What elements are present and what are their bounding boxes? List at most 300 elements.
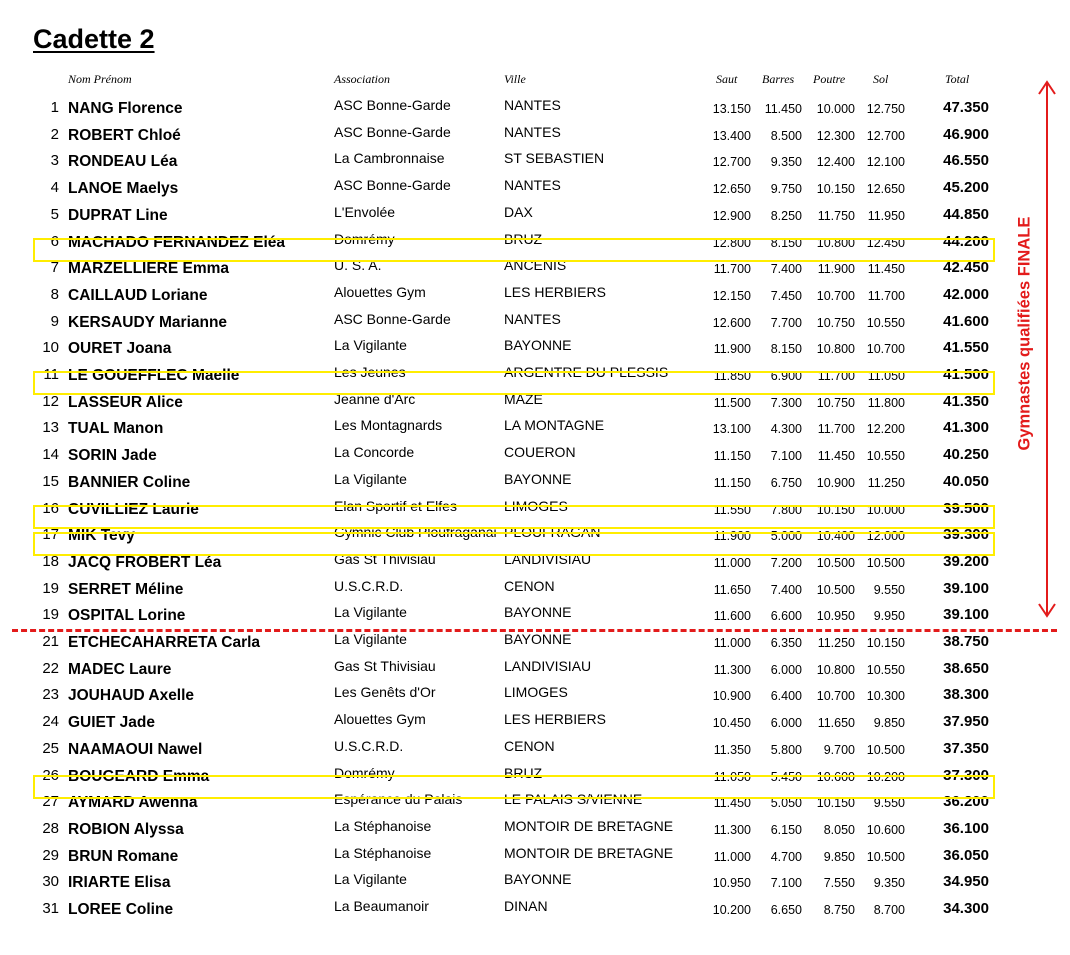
qualification-cutoff-line bbox=[12, 629, 1057, 632]
ville-cell: LANDIVISIAU bbox=[504, 550, 592, 567]
name-cell: BOUGEARD Emma bbox=[68, 767, 210, 785]
sol-cell: 11.700 bbox=[867, 288, 905, 303]
rank-cell: 28 bbox=[42, 819, 59, 837]
poutre-cell: 8.050 bbox=[823, 822, 855, 837]
poutre-cell: 10.800 bbox=[816, 235, 855, 250]
table-row bbox=[0, 524, 1070, 550]
poutre-cell: 11.700 bbox=[817, 369, 855, 383]
poutre-cell: 12.300 bbox=[816, 128, 855, 143]
total-cell: 42.000 bbox=[943, 285, 989, 303]
poutre-cell: 10.000 bbox=[816, 102, 855, 116]
sol-cell: 10.500 bbox=[866, 849, 905, 864]
ville-cell: LIMOGES bbox=[504, 684, 568, 701]
association-cell: Les Montagnards bbox=[334, 417, 443, 434]
saut-cell: 10.900 bbox=[712, 689, 751, 704]
saut-cell: 13.400 bbox=[712, 128, 751, 143]
poutre-cell: 10.700 bbox=[816, 288, 855, 303]
association-cell: Jeanne d'Arc bbox=[334, 390, 416, 407]
saut-cell: 11.300 bbox=[713, 822, 751, 837]
saut-cell: 11.000 bbox=[713, 849, 751, 864]
saut-cell: 11.150 bbox=[713, 475, 751, 490]
sol-cell: 10.200 bbox=[866, 769, 905, 784]
rank-cell: 23 bbox=[42, 686, 59, 704]
saut-cell: 11.000 bbox=[713, 636, 751, 650]
association-cell: ASC Bonne-Garde bbox=[334, 177, 451, 194]
name-cell: MIK Tevy bbox=[68, 527, 135, 545]
total-cell: 38.750 bbox=[943, 633, 989, 650]
column-header-sol: Sol bbox=[873, 72, 889, 86]
total-cell: 41.500 bbox=[943, 366, 989, 383]
sol-cell: 11.250 bbox=[867, 475, 905, 490]
name-cell: AYMARD Awenna bbox=[68, 794, 198, 812]
column-header-association: Association bbox=[334, 72, 390, 86]
total-cell: 38.300 bbox=[943, 686, 989, 704]
saut-cell: 11.050 bbox=[713, 769, 751, 784]
rank-cell: 10 bbox=[42, 339, 59, 357]
name-cell: CUVILLIEZ Laurie bbox=[68, 500, 199, 518]
barres-cell: 5.000 bbox=[770, 529, 802, 544]
association-cell: ASC Bonne-Garde bbox=[334, 310, 451, 327]
sol-cell: 10.550 bbox=[866, 315, 905, 330]
saut-cell: 11.150 bbox=[713, 449, 751, 464]
poutre-cell: 11.650 bbox=[817, 716, 855, 731]
saut-cell: 11.900 bbox=[713, 342, 751, 357]
rank-cell: 14 bbox=[42, 446, 59, 464]
barres-cell: 8.250 bbox=[770, 208, 802, 223]
name-cell: LE GOUEFFLEC Maelle bbox=[68, 367, 240, 384]
rank-cell: 15 bbox=[42, 472, 59, 490]
ville-cell: NANTES bbox=[504, 310, 561, 327]
association-cell: Espérance du Palais bbox=[334, 791, 463, 808]
total-cell: 34.300 bbox=[943, 900, 989, 917]
table-row bbox=[0, 284, 1070, 310]
association-cell: La Beaumanoir bbox=[334, 898, 429, 914]
column-header-barres: Barres bbox=[762, 72, 795, 86]
barres-cell: 7.200 bbox=[770, 555, 802, 570]
ville-cell: BRUZ bbox=[504, 230, 543, 247]
total-cell: 39.200 bbox=[943, 552, 989, 570]
poutre-cell: 10.900 bbox=[816, 475, 855, 490]
total-cell: 44.850 bbox=[943, 205, 989, 223]
saut-cell: 11.900 bbox=[713, 529, 751, 544]
poutre-cell: 11.250 bbox=[817, 636, 855, 650]
barres-cell: 5.050 bbox=[770, 796, 802, 811]
sol-cell: 11.450 bbox=[867, 262, 905, 277]
total-cell: 41.600 bbox=[943, 312, 989, 330]
total-cell: 40.050 bbox=[943, 472, 989, 490]
sol-cell: 9.350 bbox=[873, 876, 905, 891]
association-cell: Domrémy bbox=[334, 230, 395, 247]
ville-cell: MAZE bbox=[504, 390, 543, 407]
ville-cell: CENON bbox=[504, 737, 555, 754]
association-cell: La Vigilante bbox=[334, 871, 407, 888]
sol-cell: 10.600 bbox=[866, 822, 905, 837]
total-cell: 42.450 bbox=[943, 259, 989, 277]
barres-cell: 8.150 bbox=[770, 342, 802, 357]
poutre-cell: 10.150 bbox=[816, 502, 855, 517]
table-row bbox=[0, 845, 1070, 871]
name-cell: NANG Florence bbox=[68, 100, 183, 117]
table-row bbox=[0, 711, 1070, 737]
barres-cell: 7.300 bbox=[770, 395, 802, 410]
poutre-cell: 10.750 bbox=[816, 315, 855, 330]
association-cell: U. S. A. bbox=[334, 257, 382, 274]
sol-cell: 10.000 bbox=[866, 502, 905, 517]
total-cell: 39.100 bbox=[943, 606, 989, 624]
qualification-range-arrow bbox=[1034, 80, 1060, 620]
name-cell: ETCHECAHARRETA Carla bbox=[68, 634, 261, 651]
rank-cell: 3 bbox=[50, 152, 59, 170]
total-cell: 37.350 bbox=[943, 739, 989, 757]
barres-cell: 7.400 bbox=[770, 582, 802, 597]
sol-cell: 10.500 bbox=[866, 555, 905, 570]
barres-cell: 4.300 bbox=[770, 422, 802, 437]
table-row bbox=[0, 177, 1070, 203]
sol-cell: 12.200 bbox=[866, 422, 905, 437]
name-cell: KERSAUDY Marianne bbox=[68, 313, 228, 331]
sol-cell: 9.550 bbox=[873, 796, 905, 811]
name-cell: LANOE Maelys bbox=[68, 180, 179, 198]
total-cell: 36.100 bbox=[943, 819, 989, 837]
poutre-cell: 10.500 bbox=[816, 555, 855, 570]
rank-cell: 4 bbox=[50, 179, 59, 197]
barres-cell: 6.900 bbox=[770, 369, 802, 383]
ville-cell: CENON bbox=[504, 577, 555, 594]
ville-cell: LIMOGES bbox=[504, 497, 568, 514]
ville-cell: PLOUFRAGAN bbox=[504, 524, 601, 541]
barres-cell: 7.450 bbox=[770, 288, 802, 303]
sol-cell: 10.550 bbox=[866, 449, 905, 464]
association-cell: Gymnic Club Ploufraganai bbox=[334, 524, 497, 541]
ville-cell: LANDIVISIAU bbox=[504, 657, 592, 674]
saut-cell: 11.850 bbox=[713, 369, 751, 383]
total-cell: 44.200 bbox=[943, 232, 989, 250]
total-cell: 36.200 bbox=[943, 793, 989, 811]
table-row bbox=[0, 417, 1070, 443]
table-row bbox=[0, 471, 1070, 497]
association-cell: La Vigilante bbox=[334, 604, 407, 621]
ville-cell: MONTOIR DE BRETAGNE bbox=[504, 844, 674, 861]
poutre-cell: 10.150 bbox=[816, 182, 855, 197]
total-cell: 39.500 bbox=[943, 499, 989, 517]
sol-cell: 12.750 bbox=[866, 102, 905, 116]
table-row bbox=[0, 311, 1070, 337]
saut-cell: 12.650 bbox=[712, 182, 751, 197]
poutre-cell: 11.750 bbox=[817, 208, 855, 223]
rank-cell: 19 bbox=[42, 606, 59, 624]
total-cell: 37.300 bbox=[943, 766, 989, 784]
ville-cell: COUERON bbox=[504, 444, 576, 461]
name-cell: LASSEUR Alice bbox=[68, 393, 183, 411]
sol-cell: 10.500 bbox=[866, 742, 905, 757]
name-cell: NAAMAOUI Nawel bbox=[68, 740, 203, 758]
name-cell: BANNIER Coline bbox=[68, 473, 191, 491]
barres-cell: 7.400 bbox=[770, 262, 802, 277]
saut-cell: 12.150 bbox=[712, 288, 751, 303]
column-header-ville: Ville bbox=[504, 72, 526, 86]
column-header-total: Total bbox=[945, 72, 970, 86]
barres-cell: 8.500 bbox=[770, 128, 802, 143]
table-row bbox=[0, 658, 1070, 684]
ville-cell: BRUZ bbox=[504, 764, 543, 781]
sol-cell: 12.000 bbox=[866, 529, 905, 544]
table-row bbox=[0, 551, 1070, 577]
saut-cell: 11.700 bbox=[713, 262, 751, 277]
rank-cell: 16 bbox=[42, 499, 59, 517]
ville-cell: DINAN bbox=[504, 898, 548, 914]
ville-cell: LES HERBIERS bbox=[504, 711, 606, 728]
rank-cell: 29 bbox=[42, 846, 59, 864]
poutre-cell: 10.800 bbox=[816, 662, 855, 677]
rank-cell: 11 bbox=[43, 366, 59, 383]
total-cell: 41.300 bbox=[943, 419, 989, 437]
association-cell: La Cambronnaise bbox=[334, 150, 445, 167]
sol-cell: 12.100 bbox=[866, 155, 905, 170]
association-cell: Les Jeunes bbox=[334, 364, 406, 380]
rank-cell: 18 bbox=[42, 552, 59, 570]
saut-cell: 11.600 bbox=[713, 609, 751, 624]
ville-cell: ANCENIS bbox=[504, 257, 567, 274]
barres-cell: 6.400 bbox=[770, 689, 802, 704]
rank-cell: 27 bbox=[42, 793, 59, 811]
table-row bbox=[0, 684, 1070, 710]
poutre-cell: 10.800 bbox=[816, 342, 855, 357]
ville-cell: BAYONNE bbox=[504, 470, 572, 487]
rank-cell: 30 bbox=[42, 873, 59, 891]
barres-cell: 7.700 bbox=[770, 315, 802, 330]
name-cell: BRUN Romane bbox=[68, 847, 179, 865]
poutre-cell: 10.600 bbox=[816, 769, 855, 784]
table-row bbox=[0, 444, 1070, 470]
barres-cell: 6.750 bbox=[770, 475, 802, 490]
barres-cell: 6.150 bbox=[770, 822, 802, 837]
sol-cell: 9.850 bbox=[873, 716, 905, 731]
sol-cell: 10.550 bbox=[866, 662, 905, 677]
saut-cell: 11.000 bbox=[713, 555, 751, 570]
table-row bbox=[0, 124, 1070, 150]
name-cell: GUIET Jade bbox=[68, 714, 155, 732]
rank-cell: 12 bbox=[42, 392, 59, 410]
rank-cell: 7 bbox=[50, 259, 59, 277]
name-cell: IRIARTE Elisa bbox=[68, 874, 171, 892]
rank-cell: 22 bbox=[42, 659, 59, 677]
saut-cell: 13.150 bbox=[712, 102, 751, 116]
poutre-cell: 9.850 bbox=[823, 849, 855, 864]
barres-cell: 6.000 bbox=[770, 662, 802, 677]
rank-cell: 19 bbox=[42, 579, 59, 597]
name-cell: RONDEAU Léa bbox=[68, 153, 178, 171]
barres-cell: 6.600 bbox=[770, 609, 802, 624]
sol-cell: 11.950 bbox=[867, 208, 905, 223]
rank-cell: 8 bbox=[50, 285, 59, 303]
barres-cell: 4.700 bbox=[770, 849, 802, 864]
table-row bbox=[0, 498, 1070, 524]
poutre-cell: 11.450 bbox=[817, 449, 855, 464]
poutre-cell: 11.900 bbox=[817, 262, 855, 277]
rank-cell: 5 bbox=[50, 205, 59, 223]
association-cell: ASC Bonne-Garde bbox=[334, 123, 451, 140]
table-row bbox=[0, 765, 1070, 791]
association-cell: Les Genêts d'Or bbox=[334, 684, 436, 701]
table-row bbox=[0, 204, 1070, 230]
association-cell: La Stéphanoise bbox=[334, 817, 432, 834]
rank-cell: 21 bbox=[42, 633, 59, 650]
total-cell: 36.050 bbox=[943, 846, 989, 864]
table-row bbox=[0, 871, 1070, 897]
sol-cell: 9.550 bbox=[873, 582, 905, 597]
name-cell: CAILLAUD Loriane bbox=[68, 286, 208, 304]
poutre-cell: 10.700 bbox=[816, 689, 855, 704]
association-cell: U.S.C.R.D. bbox=[334, 737, 404, 754]
rank-cell: 24 bbox=[42, 713, 59, 731]
saut-cell: 10.200 bbox=[712, 903, 751, 917]
barres-cell: 7.800 bbox=[770, 502, 802, 517]
barres-cell: 8.150 bbox=[770, 235, 802, 250]
association-cell: La Vigilante bbox=[334, 470, 407, 487]
column-header-poutre: Poutre bbox=[813, 72, 846, 86]
table-row bbox=[0, 364, 1070, 390]
association-cell: Elan Sportif et Elfes bbox=[334, 497, 457, 514]
column-header-name: Nom Prénom bbox=[68, 72, 132, 86]
name-cell: ROBERT Chloé bbox=[68, 126, 181, 144]
name-cell: OURET Joana bbox=[68, 340, 172, 358]
saut-cell: 11.550 bbox=[713, 502, 751, 517]
name-cell: TUAL Manon bbox=[68, 420, 164, 438]
sol-cell: 11.800 bbox=[867, 395, 905, 410]
association-cell: Gas St Thivisiau bbox=[334, 657, 436, 674]
association-cell: La Stéphanoise bbox=[334, 844, 432, 861]
total-cell: 39.100 bbox=[943, 579, 989, 597]
barres-cell: 6.000 bbox=[770, 716, 802, 731]
sol-cell: 12.450 bbox=[866, 235, 905, 250]
name-cell: SERRET Méline bbox=[68, 580, 184, 598]
name-cell: DUPRAT Line bbox=[68, 206, 168, 224]
saut-cell: 12.900 bbox=[712, 208, 751, 223]
association-cell: ASC Bonne-Garde bbox=[334, 97, 451, 113]
association-cell: L'Envolée bbox=[334, 203, 396, 220]
association-cell: La Concorde bbox=[334, 444, 415, 461]
saut-cell: 12.600 bbox=[712, 315, 751, 330]
total-cell: 37.950 bbox=[943, 713, 989, 731]
table-row bbox=[0, 337, 1070, 363]
poutre-cell: 10.400 bbox=[816, 529, 855, 544]
total-cell: 34.950 bbox=[943, 873, 989, 891]
table-row bbox=[0, 578, 1070, 604]
rank-cell: 13 bbox=[42, 419, 59, 437]
saut-cell: 11.650 bbox=[713, 582, 751, 597]
sol-cell: 9.950 bbox=[873, 609, 905, 624]
saut-cell: 13.100 bbox=[712, 422, 751, 437]
name-cell: MARZELLIERE Emma bbox=[68, 260, 230, 278]
ville-cell: DAX bbox=[504, 203, 533, 220]
ville-cell: NANTES bbox=[504, 97, 561, 113]
sol-cell: 11.050 bbox=[867, 369, 905, 383]
rank-cell: 2 bbox=[50, 125, 59, 143]
sol-cell: 8.700 bbox=[873, 903, 905, 917]
table-row bbox=[0, 818, 1070, 844]
poutre-cell: 10.500 bbox=[816, 582, 855, 597]
barres-cell: 6.650 bbox=[770, 903, 802, 917]
poutre-cell: 7.550 bbox=[823, 876, 855, 891]
saut-cell: 10.450 bbox=[712, 716, 751, 731]
rank-cell: 9 bbox=[50, 312, 59, 330]
ville-cell: BAYONNE bbox=[504, 604, 572, 621]
association-cell: Alouettes Gym bbox=[334, 283, 426, 300]
ville-cell: NANTES bbox=[504, 123, 561, 140]
saut-cell: 12.800 bbox=[712, 235, 751, 250]
ville-cell: LES HERBIERS bbox=[504, 283, 606, 300]
page-title: Cadette 2 bbox=[33, 24, 155, 54]
rank-cell: 26 bbox=[42, 766, 59, 784]
ville-cell: ST SEBASTIEN bbox=[504, 150, 605, 167]
total-cell: 39.300 bbox=[943, 526, 989, 544]
barres-cell: 5.450 bbox=[770, 769, 802, 784]
ville-cell: NANTES bbox=[504, 177, 561, 194]
saut-cell: 11.500 bbox=[713, 395, 751, 410]
table-row bbox=[0, 898, 1070, 924]
ville-cell: LE PALAIS S/VIENNE bbox=[504, 791, 643, 808]
total-cell: 45.200 bbox=[943, 179, 989, 197]
total-cell: 47.350 bbox=[943, 99, 989, 116]
column-header-saut: Saut bbox=[716, 72, 738, 86]
poutre-cell: 10.750 bbox=[816, 395, 855, 410]
sol-cell: 10.300 bbox=[866, 689, 905, 704]
sol-cell: 12.700 bbox=[866, 128, 905, 143]
association-cell: Alouettes Gym bbox=[334, 711, 426, 728]
poutre-cell: 9.700 bbox=[823, 742, 855, 757]
saut-cell: 11.450 bbox=[713, 796, 751, 811]
rank-cell: 31 bbox=[42, 900, 59, 917]
association-cell: Gas St Thivisiau bbox=[334, 550, 436, 567]
total-cell: 38.650 bbox=[943, 659, 989, 677]
rank-cell: 17 bbox=[42, 526, 59, 544]
barres-cell: 6.350 bbox=[770, 636, 802, 650]
name-cell: LOREE Coline bbox=[68, 901, 174, 918]
ville-cell: LA MONTAGNE bbox=[504, 417, 605, 434]
barres-cell: 5.800 bbox=[770, 742, 802, 757]
ville-cell: ARGENTRE DU PLESSIS bbox=[504, 364, 669, 380]
table-row bbox=[0, 150, 1070, 176]
saut-cell: 11.300 bbox=[713, 662, 751, 677]
rank-cell: 1 bbox=[50, 99, 59, 116]
total-cell: 41.350 bbox=[943, 392, 989, 410]
name-cell: MADEC Laure bbox=[68, 660, 172, 678]
association-cell: La Vigilante bbox=[334, 337, 407, 354]
rank-cell: 25 bbox=[42, 739, 59, 757]
name-cell: MACHADO FERNANDEZ Eléa bbox=[68, 233, 286, 251]
sol-cell: 10.700 bbox=[866, 342, 905, 357]
poutre-cell: 8.750 bbox=[823, 903, 855, 917]
total-cell: 41.550 bbox=[943, 339, 989, 357]
poutre-cell: 11.700 bbox=[817, 422, 855, 437]
ville-cell: BAYONNE bbox=[504, 631, 572, 647]
ville-cell: BAYONNE bbox=[504, 337, 572, 354]
poutre-cell: 10.150 bbox=[816, 796, 855, 811]
barres-cell: 9.350 bbox=[770, 155, 802, 170]
table-row bbox=[0, 257, 1070, 283]
sol-cell: 12.650 bbox=[866, 182, 905, 197]
table-row bbox=[0, 391, 1070, 417]
total-cell: 46.900 bbox=[943, 125, 989, 143]
barres-cell: 7.100 bbox=[770, 449, 802, 464]
name-cell: JOUHAUD Axelle bbox=[68, 687, 195, 705]
association-cell: Domrémy bbox=[334, 764, 395, 781]
barres-cell: 7.100 bbox=[770, 876, 802, 891]
qualified-finale-label: Gymnastes qualifiées FINALE bbox=[1015, 216, 1034, 451]
ville-cell: MONTOIR DE BRETAGNE bbox=[504, 817, 674, 834]
table-row bbox=[0, 631, 1070, 657]
total-cell: 40.250 bbox=[943, 446, 989, 464]
